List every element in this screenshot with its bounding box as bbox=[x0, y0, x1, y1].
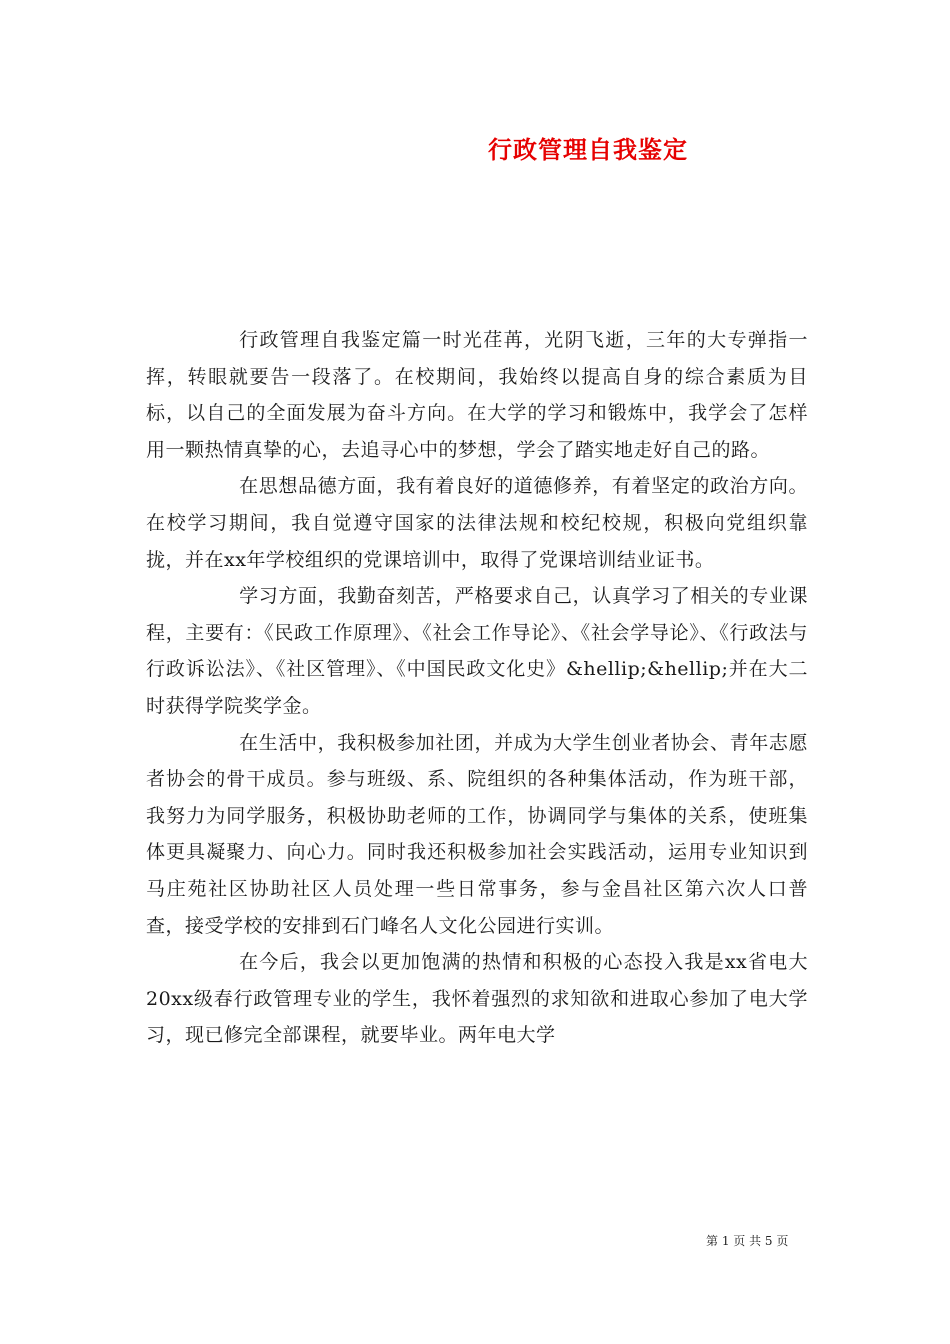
paragraph: 学习方面，我勤奋刻苦，严格要求自己，认真学习了相关的专业课程，主要有：《民政工作原理》、《社会工作导论》、《社会学导论》、《行政法与行政诉讼法》、《社区管理》、《中国民政文化史》&hellip;&hellip;并在大二时获得学院奖学金。 bbox=[146, 585, 808, 717]
paragraph: 在生活中，我积极参加社团，并成为大学生创业者协会、青年志愿者协会的骨干成员。参与班级、系、院组织的各种集体活动，作为班干部，我努力为同学服务，积极协助老师的工作，协调同学与集体的关系，使班集体更具凝聚力、向心力。同时我还积极参加社会实践活动，运用专业知识到马庄苑社区协助社区人员处理一些日常事务，参与金昌社区第六次人口普查，接受学校的安排到石门峰名人文化公园进行实训。 bbox=[146, 731, 808, 937]
document-title: 行政管理自我鉴定 bbox=[488, 135, 688, 164]
paragraph: 行政管理自我鉴定篇一时光荏苒，光阴飞逝，三年的大专弹指一挥，转眼就要告一段落了。在校期间，我始终以提高自身的综合素质为目标，以自己的全面发展为奋斗方向。在大学的学习和锻炼中，我学会了怎样用一颗热情真挚的心，去追寻心中的梦想，学会了踏实地走好自己的路。 bbox=[146, 329, 808, 461]
page-indicator: 第 1 页 共 5 页 bbox=[706, 1234, 789, 1248]
paragraph: 在今后，我会以更加饱满的热情和积极的心态投入我是xx省电大20xx级春行政管理专业的学生，我怀着强烈的求知欲和进取心参加了电大学习，现已修完全部课程，就要毕业。两年电大学 bbox=[146, 951, 808, 1047]
document-body bbox=[146, 322, 808, 1054]
paragraph: 在思想品德方面，我有着良好的道德修养，有着坚定的政治方向。在校学习期间，我自觉遵守国家的法律法规和校纪校规，积极向党组织靠拢，并在xx年学校组织的党课培训中，取得了党课培训结业证书。 bbox=[146, 475, 808, 571]
